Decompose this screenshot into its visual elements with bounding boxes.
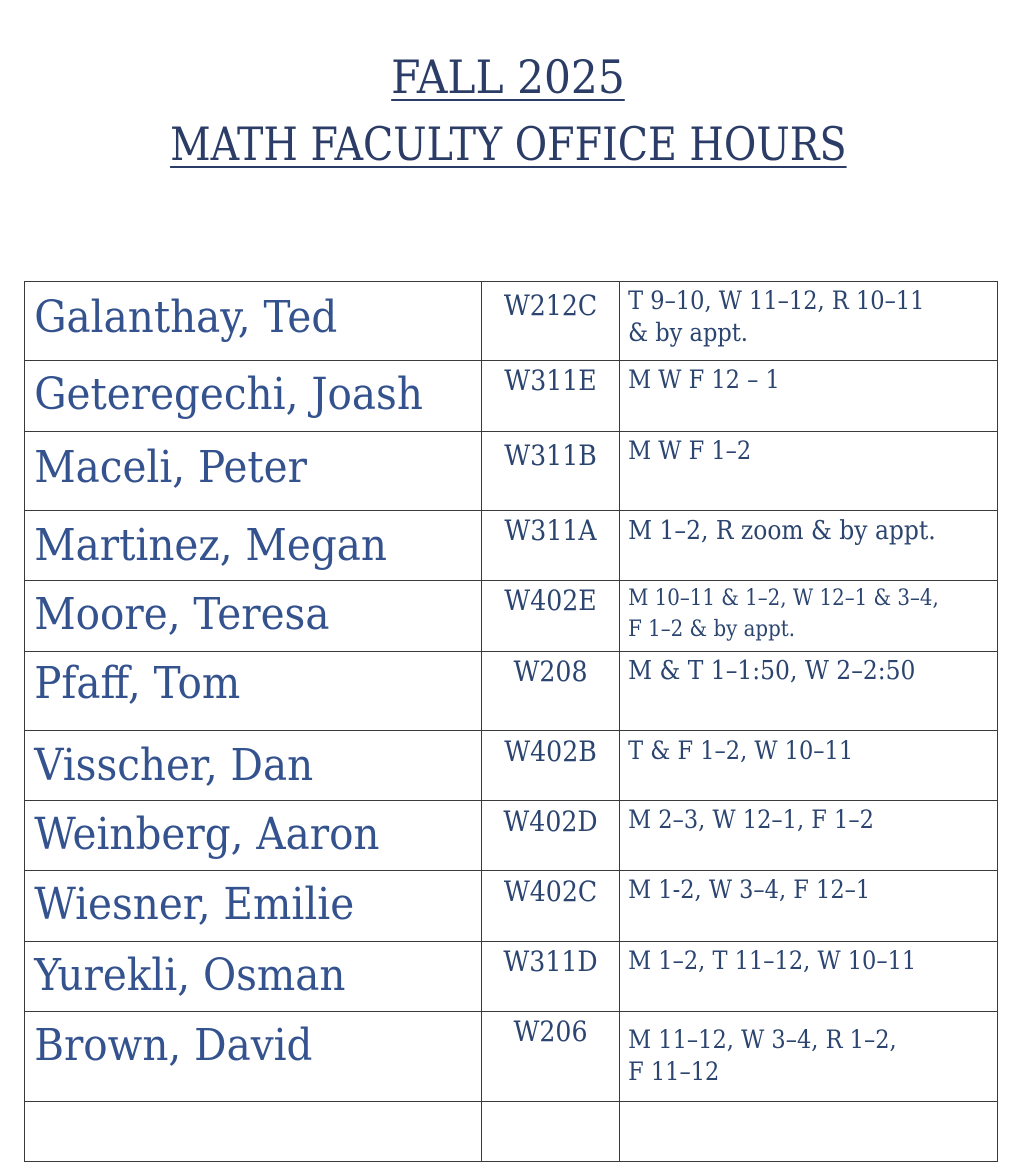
office-hours-line: M 2–3, W 12–1, F 1–2 bbox=[628, 805, 874, 834]
table-row bbox=[25, 432, 998, 511]
table-row bbox=[25, 511, 998, 581]
office-hours-line: M W F 12 – 1 bbox=[628, 365, 780, 394]
name-cell bbox=[25, 1012, 482, 1102]
room-cell bbox=[482, 731, 620, 801]
room-cell bbox=[482, 801, 620, 871]
office-hours-line: M W F 1–2 bbox=[628, 436, 752, 465]
faculty-name: Yurekli, Osman bbox=[34, 950, 346, 1001]
table-row bbox=[25, 652, 998, 731]
name-cell bbox=[25, 581, 482, 652]
hours-cell bbox=[620, 801, 998, 871]
room-cell bbox=[482, 581, 620, 652]
office-room bbox=[489, 1102, 612, 1110]
hours-cell bbox=[620, 942, 998, 1012]
room-cell bbox=[482, 652, 620, 731]
office-room: W208 bbox=[513, 655, 588, 688]
office-hours-table bbox=[24, 281, 998, 1162]
name-cell bbox=[25, 731, 482, 801]
office-hours-line: F 1–2 & by appt. bbox=[628, 617, 796, 642]
name-cell bbox=[25, 942, 482, 1012]
office-room: W402D bbox=[503, 805, 598, 838]
table-row bbox=[25, 801, 998, 871]
office-hours-line: M & T 1–1:50, W 2–2:50 bbox=[628, 656, 916, 686]
document-header bbox=[0, 48, 1016, 176]
room-cell bbox=[482, 432, 620, 511]
hours-cell bbox=[620, 432, 998, 511]
hours-cell bbox=[620, 1012, 998, 1102]
faculty-name: Geteregechi, Joash bbox=[34, 369, 423, 420]
name-cell bbox=[25, 432, 482, 511]
faculty-name: Brown, David bbox=[34, 1020, 313, 1071]
hours-cell bbox=[620, 731, 998, 801]
office-hours-line: M 1-2, W 3–4, F 12–1 bbox=[628, 875, 871, 904]
table-row bbox=[25, 871, 998, 942]
name-cell bbox=[25, 282, 482, 361]
faculty-name: Maceli, Peter bbox=[34, 442, 307, 493]
room-cell bbox=[482, 511, 620, 581]
office-hours-line: T & F 1–2, W 10–11 bbox=[628, 736, 854, 765]
table-row bbox=[25, 361, 998, 432]
table-row bbox=[25, 942, 998, 1012]
faculty-name: Visscher, Dan bbox=[34, 740, 314, 791]
page-title: MATH FACULTY OFFICE HOURS bbox=[169, 117, 847, 171]
faculty-name: Martinez, Megan bbox=[34, 520, 387, 571]
table-row-empty bbox=[25, 1102, 998, 1162]
office-room: W402E bbox=[504, 584, 597, 617]
office-hours-line: M 1–2, R zoom & by appt. bbox=[628, 516, 936, 546]
faculty-name: Wiesner, Emilie bbox=[34, 879, 355, 930]
hours-cell bbox=[620, 652, 998, 731]
faculty-name bbox=[25, 1102, 445, 1112]
faculty-name: Pfaff, Tom bbox=[34, 658, 241, 709]
term-title: FALL 2025 bbox=[391, 50, 625, 104]
name-cell bbox=[25, 652, 482, 731]
hours-cell bbox=[620, 581, 998, 652]
room-cell bbox=[482, 942, 620, 1012]
hours-cell bbox=[620, 871, 998, 942]
office-hours-line: M 11–12, W 3–4, R 1–2, bbox=[628, 1025, 897, 1054]
hours-cell bbox=[620, 282, 998, 361]
office-hours-line: & by appt. bbox=[628, 318, 748, 347]
office-room: W311E bbox=[504, 364, 597, 397]
faculty-name: Moore, Teresa bbox=[34, 589, 330, 640]
office-room: W402C bbox=[503, 875, 598, 908]
room-cell bbox=[482, 1012, 620, 1102]
office-hours-line: M 1–2, T 11–12, W 10–11 bbox=[628, 946, 917, 975]
hours-cell bbox=[620, 361, 998, 432]
hours-cell bbox=[620, 511, 998, 581]
table-row bbox=[25, 581, 998, 652]
office-room: W206 bbox=[513, 1015, 588, 1048]
table-row bbox=[25, 282, 998, 361]
office-room: W311D bbox=[503, 945, 598, 978]
office-hours-line: F 11–12 bbox=[628, 1057, 720, 1086]
room-cell bbox=[482, 1102, 620, 1162]
table-row bbox=[25, 1012, 998, 1102]
room-cell bbox=[482, 871, 620, 942]
name-cell bbox=[25, 361, 482, 432]
name-cell bbox=[25, 1102, 482, 1162]
room-cell bbox=[482, 282, 620, 361]
office-room: W311B bbox=[504, 439, 597, 472]
table-row bbox=[25, 731, 998, 801]
faculty-name: Galanthay, Ted bbox=[34, 292, 338, 343]
office-hours-line: T 9–10, W 11–12, R 10–11 bbox=[628, 286, 925, 315]
name-cell bbox=[25, 801, 482, 871]
office-hours-line: M 10–11 & 1–2, W 12–1 & 3–4, bbox=[628, 586, 939, 611]
office-room: W212C bbox=[503, 289, 598, 322]
hours-cell bbox=[620, 1102, 998, 1162]
name-cell bbox=[25, 871, 482, 942]
office-room: W311A bbox=[504, 514, 597, 547]
faculty-name: Weinberg, Aaron bbox=[34, 809, 380, 860]
name-cell bbox=[25, 511, 482, 581]
office-room: W402B bbox=[504, 735, 597, 768]
room-cell bbox=[482, 361, 620, 432]
